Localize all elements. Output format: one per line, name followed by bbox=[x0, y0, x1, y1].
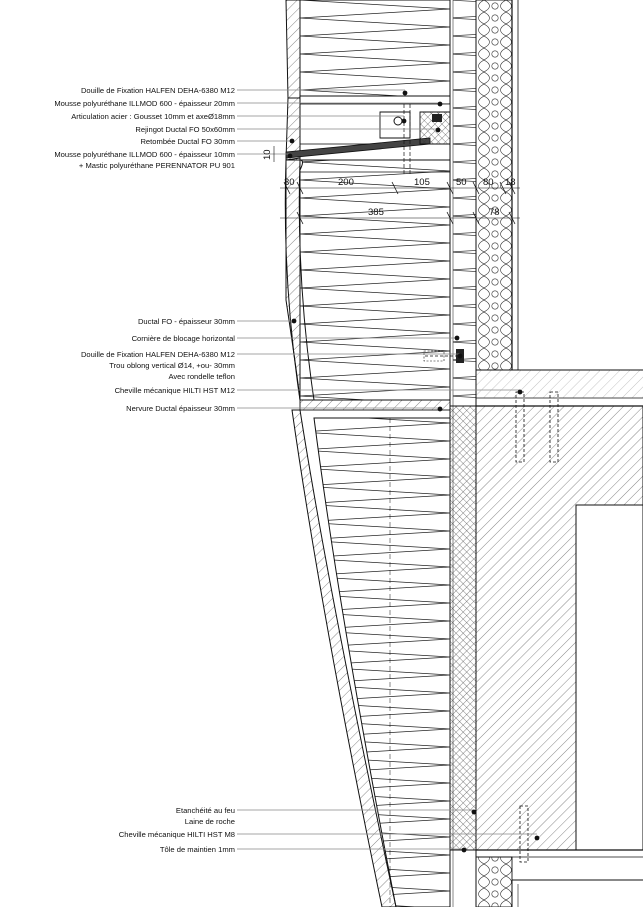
label-hilti-m12: Cheville mécanique HILTI HST M12 bbox=[114, 386, 235, 395]
label-rejingot: Rejingot Ductal FO 50x60mm bbox=[135, 125, 235, 134]
label-articulation: Articulation acier : Gousset 10mm et axeØ18mm bbox=[71, 112, 235, 121]
label-nervure: Nervure Ductal épaisseur 30mm bbox=[126, 404, 235, 413]
label-corniere: Cornière de blocage horizontal bbox=[131, 334, 235, 343]
dim-50: 50 bbox=[456, 177, 467, 188]
labels-top bbox=[54, 86, 235, 170]
label-mousse-10: Mousse polyuréthane ILLMOD 600 - épaisseur 10mm bbox=[54, 150, 235, 159]
intermediate-layers bbox=[450, 0, 476, 907]
label-hilti-m8: Cheville mécanique HILTI HST M8 bbox=[118, 830, 235, 839]
label-etancheite: Etanchéité au feu bbox=[175, 806, 235, 815]
label-laine-roche: Laine de roche bbox=[184, 817, 235, 826]
label-mastic: + Mastic polyuréthane PERENNATOR PU 901 bbox=[78, 161, 235, 170]
label-mousse-20: Mousse polyuréthane ILLMOD 600 - épaisseur 20mm bbox=[54, 99, 235, 108]
dim-vertical-10: 10 bbox=[262, 149, 273, 160]
dim-385: 385 bbox=[368, 207, 384, 218]
concrete-structure bbox=[476, 370, 643, 907]
dim-78: 78 bbox=[489, 207, 500, 218]
dim-18: 18 bbox=[505, 177, 516, 188]
label-ductal-fo: Ductal FO - épaisseur 30mm bbox=[137, 317, 235, 326]
label-rondelle: Avec rondelle teflon bbox=[168, 372, 235, 381]
label-retombee: Retombée Ductal FO 30mm bbox=[140, 137, 235, 146]
ductal-panel-lower bbox=[292, 410, 450, 907]
label-tole: Tôle de maintien 1mm bbox=[159, 845, 235, 854]
ductal-panel-upper bbox=[286, 0, 450, 176]
labels-middle bbox=[81, 317, 235, 413]
dim-200: 200 bbox=[338, 177, 354, 188]
labels-bottom bbox=[119, 806, 235, 854]
dim-105: 105 bbox=[414, 177, 430, 188]
dim-80: 80 bbox=[483, 177, 494, 188]
label-trou-oblong: Trou oblong vertical Ø14, +ou- 30mm bbox=[109, 361, 235, 370]
label-douille-top: Douille de Fixation HALFEN DEHA-6380 M12 bbox=[80, 86, 235, 95]
label-douille-mid: Douille de Fixation HALFEN DEHA-6380 M12 bbox=[80, 350, 235, 359]
dim-30: 30 bbox=[284, 177, 295, 188]
ductal-panel-middle bbox=[285, 158, 465, 410]
